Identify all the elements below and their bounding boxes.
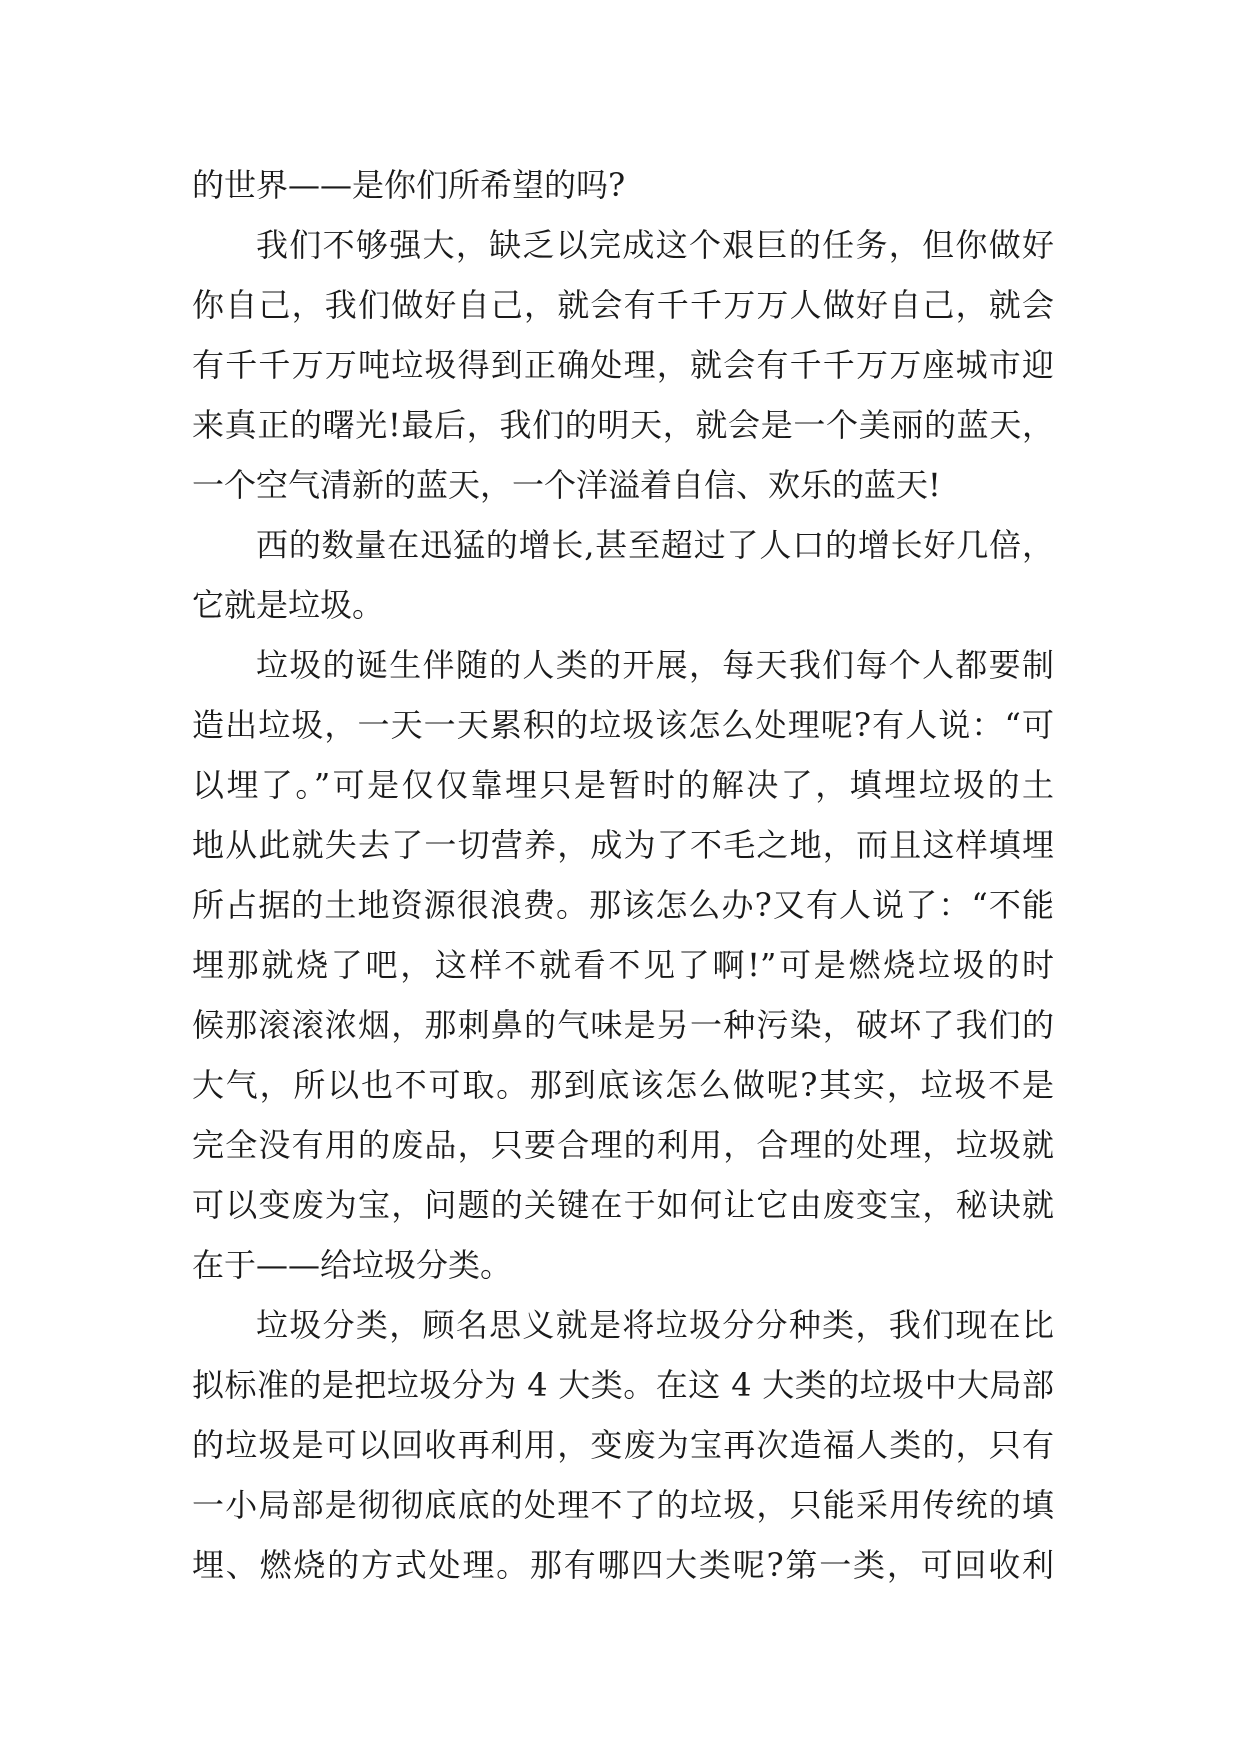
- text-line: 在于——给垃圾分类。: [192, 1246, 513, 1284]
- text-line: 来真正的曙光!最后，我们的明天，就会是一个美丽的蓝天，: [192, 406, 1054, 444]
- text-line: 地从此就失去了一切营养，成为了不毛之地，而且这样填埋: [192, 826, 1054, 864]
- text-line: 一个空气清新的蓝天，一个洋溢着自信、欢乐的蓝天!: [192, 466, 941, 504]
- text-line: 的世界——是你们所希望的吗?: [192, 166, 626, 204]
- text-line: 它就是垃圾。: [192, 586, 385, 624]
- text-line: 埋、燃烧的方式处理。那有哪四大类呢?第一类，可回收利: [192, 1546, 1054, 1584]
- text-line: 埋那就烧了吧，这样不就看不见了啊!”可是燃烧垃圾的时: [192, 946, 1054, 984]
- text-line: 造出垃圾，一天一天累积的垃圾该怎么处理呢?有人说：“可: [192, 706, 1054, 744]
- text-line: 可以变废为宝，问题的关键在于如何让它由废变宝，秘诀就: [192, 1186, 1054, 1224]
- text-line: 所占据的土地资源很浪费。那该怎么办?又有人说了：“不能: [192, 886, 1054, 924]
- text-line: 拟标准的是把垃圾分为 4 大类。在这 4 大类的垃圾中大局部: [192, 1366, 1054, 1404]
- text-line: 一小局部是彻彻底底的处理不了的垃圾，只能采用传统的填: [192, 1486, 1054, 1524]
- text-line: 垃圾的诞生伴随的人类的开展，每天我们每个人都要制: [256, 646, 1054, 684]
- text-line: 有千千万万吨垃圾得到正确处理，就会有千千万万座城市迎: [192, 346, 1054, 384]
- text-line: 我们不够强大，缺乏以完成这个艰巨的任务，但你做好: [256, 226, 1054, 264]
- text-line: 完全没有用的废品，只要合理的利用，合理的处理，垃圾就: [192, 1126, 1054, 1164]
- text-line: 你自己，我们做好自己，就会有千千万万人做好自己，就会: [192, 286, 1054, 324]
- text-line: 的垃圾是可以回收再利用，变废为宝再次造福人类的，只有: [192, 1426, 1054, 1464]
- text-line: 以埋了。”可是仅仅靠埋只是暂时的解决了，填埋垃圾的土: [192, 766, 1054, 804]
- text-line: 候那滚滚浓烟，那刺鼻的气味是另一种污染，破坏了我们的: [192, 1006, 1054, 1044]
- body-text: [192, 155, 1054, 1595]
- text-line: 西的数量在迅猛的增长,甚至超过了人口的增长好几倍，: [256, 526, 1054, 564]
- text-line: 大气，所以也不可取。那到底该怎么做呢?其实，垃圾不是: [192, 1066, 1054, 1104]
- text-line: 垃圾分类，顾名思义就是将垃圾分分种类，我们现在比: [256, 1306, 1054, 1344]
